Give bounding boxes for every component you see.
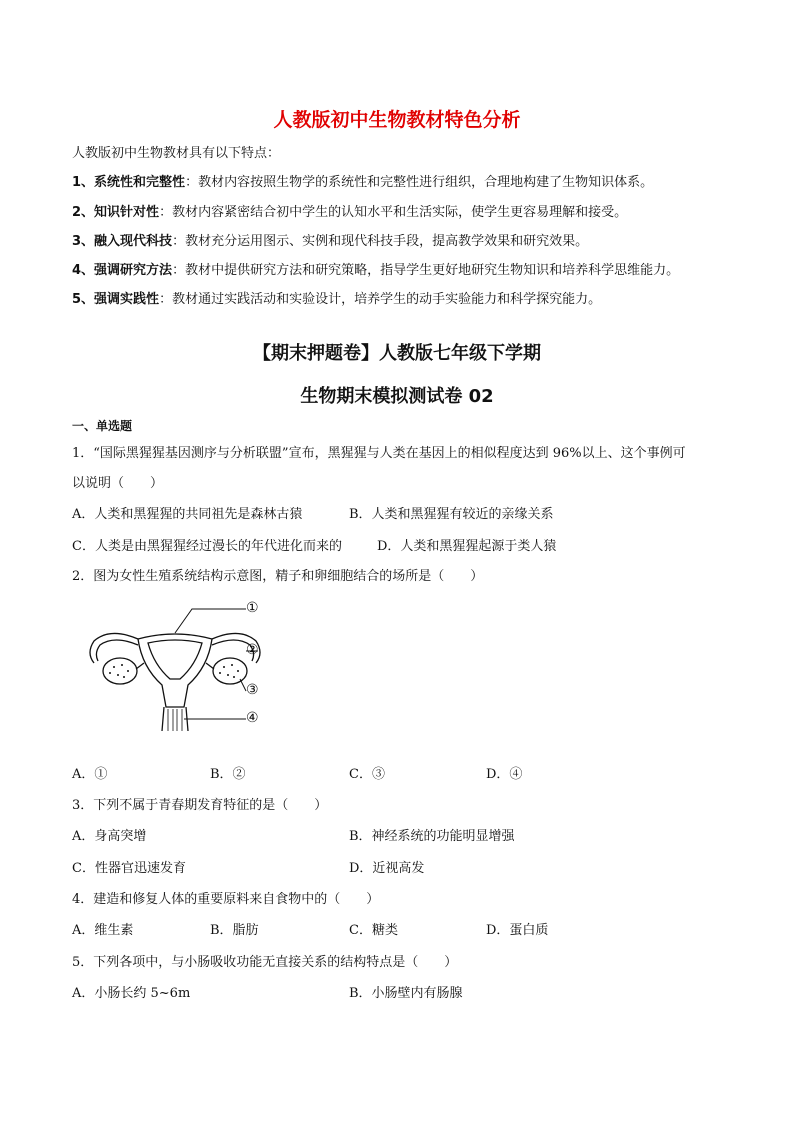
q1-option-d: D．人类和黑猩猩起源于类人猿 [377, 539, 557, 554]
feature-name: 融入现代科技 [94, 234, 173, 249]
q4-option-b: B．脂肪 [210, 923, 259, 938]
right-ovary [213, 658, 247, 684]
feature-text: ：教材中提供研究方法和研究策略，指导学生更好地研究生物知识和培养科学思维能力。 [172, 263, 680, 278]
exam-title-line1: 【期末押题卷】人教版七年级下学期 [253, 343, 541, 364]
q4-option-d: D．蛋白质 [486, 923, 549, 938]
diagram-label-4: ④ [246, 710, 259, 726]
feature-text: ：教材通过实践活动和实验设计，培养学生的动手实验能力和科学探究能力。 [159, 292, 602, 307]
feature-number: 2、 [72, 205, 95, 220]
q3-option-d: D．近视高发 [349, 861, 425, 876]
left-ovary [103, 658, 137, 684]
q1-option-b: B．人类和黑猩猩有较近的亲缘关系 [349, 507, 554, 522]
q1-option-a: A．人类和黑猩猩的共同祖先是森林古猿 [72, 507, 303, 522]
feature-number: 1、 [72, 175, 95, 190]
feature-item [72, 174, 653, 192]
feature-item [72, 262, 679, 280]
feature-text: ：教材内容紧密结合初中学生的认知水平和生活实际，使学生更容易理解和接受。 [159, 205, 628, 220]
question-4-stem: 4．建造和修复人体的重要原料来自食物中的（ ） [72, 892, 380, 907]
feature-name: 强调研究方法 [94, 263, 173, 278]
feature-item [72, 233, 588, 251]
feature-name: 系统性和完整性 [94, 175, 186, 190]
feature-number: 5、 [72, 292, 95, 307]
section-heading: 一、单选题 [72, 419, 133, 433]
feature-name: 强调实践性 [94, 292, 160, 307]
q2-option-b: B．② [210, 767, 246, 782]
question-5-stem: 5．下列各项中，与小肠吸收功能无直接关系的结构特点是（ ） [72, 955, 458, 970]
leader-line-1 [175, 609, 246, 633]
question-2-stem: 2．图为女性生殖系统结构示意图，精子和卵细胞结合的场所是（ ） [72, 569, 484, 584]
feature-number: 4、 [72, 263, 95, 278]
exam-title-line2: 生物期末模拟测试卷 02 [300, 386, 494, 407]
q3-option-a: A．身高突增 [72, 829, 147, 844]
question-3-stem: 3．下列不属于青春期发育特征的是（ ） [72, 798, 328, 813]
question-1-stem-cont: 以说明（ ） [72, 476, 164, 491]
diagram-label-2: ② [246, 642, 259, 658]
feature-number: 3、 [72, 234, 95, 249]
diagram-label-1: ① [246, 600, 259, 616]
female-reproductive-system-diagram [80, 597, 270, 747]
vagina-left [162, 707, 164, 731]
feature-item [72, 291, 601, 309]
q2-option-a: A．① [72, 767, 108, 782]
q1-option-c: C．人类是由黑猩猩经过漫长的年代进化而来的 [72, 539, 342, 554]
q5-option-b: B．小肠壁内有肠腺 [349, 986, 463, 1001]
feature-name: 知识针对性 [94, 205, 160, 220]
q3-option-c: C．性器官迅速发育 [72, 861, 186, 876]
q2-option-c: C．③ [349, 767, 385, 782]
q2-option-d: D．④ [486, 767, 523, 782]
q4-option-a: A．维生素 [72, 923, 134, 938]
q4-option-c: C．糖类 [349, 923, 398, 938]
feature-text: ：教材充分运用图示、实例和现代科技手段，提高教学效果和研究效果。 [172, 234, 589, 249]
diagram-label-3: ③ [246, 682, 259, 698]
intro-text: 人教版初中生物教材具有以下特点： [72, 146, 281, 161]
feature-text: ：教材内容按照生物学的系统性和完整性进行组织，合理地构建了生物知识体系。 [185, 175, 654, 190]
q5-option-a: A．小肠长约 5~6m [72, 986, 191, 1001]
q3-option-b: B．神经系统的功能明显增强 [349, 829, 515, 844]
feature-item [72, 204, 627, 222]
document-title: 人教版初中生物教材特色分析 [273, 109, 521, 131]
question-1-stem: 1．“国际黑猩猩基因测序与分析联盟”宣布，黑猩猩与人类在基因上的相似程度达到 96%以上、这个事例可 [72, 446, 686, 461]
